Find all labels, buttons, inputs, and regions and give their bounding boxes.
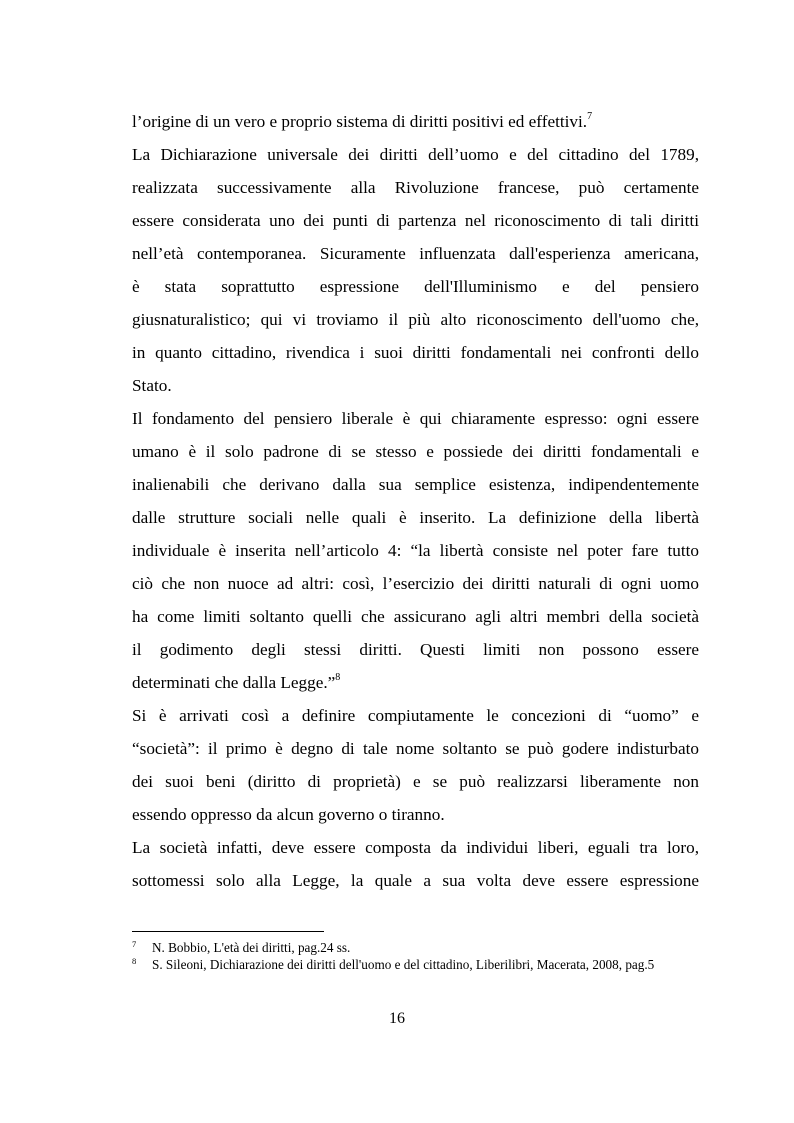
text-line — [132, 270, 699, 303]
text-line — [132, 105, 699, 138]
text-line — [132, 303, 699, 336]
footnote-text: S. Sileoni, Dichiarazione dei diritti dell'uomo e del cittadino, Liberilibri, Macerata, 2008, pag.5 — [152, 957, 655, 972]
text-line-content: umano è il solo padrone di se stesso e possiede dei diritti fondamentali e — [132, 442, 699, 461]
text-line-content: è stata soprattutto espressione dell'Illuminismo e del pensiero — [132, 277, 699, 296]
text-line — [132, 798, 699, 831]
text-line — [132, 666, 699, 699]
text-line-content: nell’età contemporanea. Sicuramente influenzata dall'esperienza americana, — [132, 244, 699, 263]
footnote — [132, 956, 699, 973]
text-line — [132, 633, 699, 666]
text-line — [132, 732, 699, 765]
text-line-content: La società infatti, deve essere composta da individui liberi, eguali tra loro, — [132, 838, 699, 857]
text-line — [132, 237, 699, 270]
text-line — [132, 204, 699, 237]
text-line — [132, 336, 699, 369]
footnote-reference: 8 — [335, 672, 341, 683]
text-line-content: dalle strutture sociali nelle quali è inserito. La definizione della libertà — [132, 508, 699, 527]
text-line — [132, 534, 699, 567]
text-line-content: dei suoi beni (diritto di proprietà) e se può realizzarsi liberamente non — [132, 772, 699, 791]
footnotes — [132, 939, 699, 973]
text-line — [132, 171, 699, 204]
text-line-content: giusnaturalistico; qui vi troviamo il più alto riconoscimento dell'uomo che, — [132, 310, 699, 329]
text-line-content: inalienabili che derivano dalla sua semplice esistenza, indipendentemente — [132, 475, 699, 494]
text-line — [132, 501, 699, 534]
text-line-content: ciò che non nuoce ad altri: così, l’esercizio dei diritti naturali di ogni uomo — [132, 574, 699, 593]
text-line-content: l’origine di un vero e proprio sistema di diritti positivi ed effettivi. — [132, 112, 588, 131]
text-line-content: determinati che dalla Legge.” — [132, 673, 336, 692]
footnote — [132, 939, 699, 956]
text-line — [132, 864, 699, 897]
body-text — [132, 105, 699, 897]
text-line-content: essendo oppresso da alcun governo o tiranno. — [132, 805, 445, 824]
text-line-content: realizzata successivamente alla Rivoluzione francese, può certamente — [132, 178, 699, 197]
text-line-content: il godimento degli stessi diritti. Questi limiti non possono essere — [132, 640, 699, 659]
text-line — [132, 765, 699, 798]
text-line-content: “società”: il primo è degno di tale nome soltanto se può godere indisturbato — [132, 739, 699, 758]
footnote-text: N. Bobbio, L'età dei diritti, pag.24 ss. — [152, 940, 351, 955]
footnote-reference: 7 — [587, 111, 593, 122]
text-line-content: individuale è inserita nell’articolo 4: “la libertà consiste nel poter fare tutto — [132, 541, 699, 560]
text-line — [132, 600, 699, 633]
text-line-content: in quanto cittadino, rivendica i suoi diritti fondamentali nei confronti dello — [132, 343, 699, 362]
text-line-content: essere considerata uno dei punti di partenza nel riconoscimento di tali diritti — [132, 211, 699, 230]
footnote-number: 7 — [132, 939, 137, 949]
text-line — [132, 468, 699, 501]
text-line — [132, 831, 699, 864]
text-line — [132, 369, 699, 402]
footnote-separator — [132, 931, 324, 932]
footnote-number: 8 — [132, 956, 137, 966]
text-line-content: sottomessi solo alla Legge, la quale a sua volta deve essere espressione — [132, 871, 699, 890]
text-line-content: ha come limiti soltanto quelli che assicurano agli altri membri della società — [132, 607, 699, 626]
text-line — [132, 699, 699, 732]
page-number: 16 — [389, 1010, 405, 1027]
text-line-content: Stato. — [132, 376, 172, 395]
text-line — [132, 402, 699, 435]
text-line — [132, 567, 699, 600]
text-line — [132, 138, 699, 171]
text-line — [132, 435, 699, 468]
text-line-content: Si è arrivati così a definire compiutamente le concezioni di “uomo” e — [132, 706, 699, 725]
text-line-content: Il fondamento del pensiero liberale è qui chiaramente espresso: ogni essere — [132, 409, 699, 428]
text-line-content: La Dichiarazione universale dei diritti dell’uomo e del cittadino del 1789, — [132, 145, 699, 164]
